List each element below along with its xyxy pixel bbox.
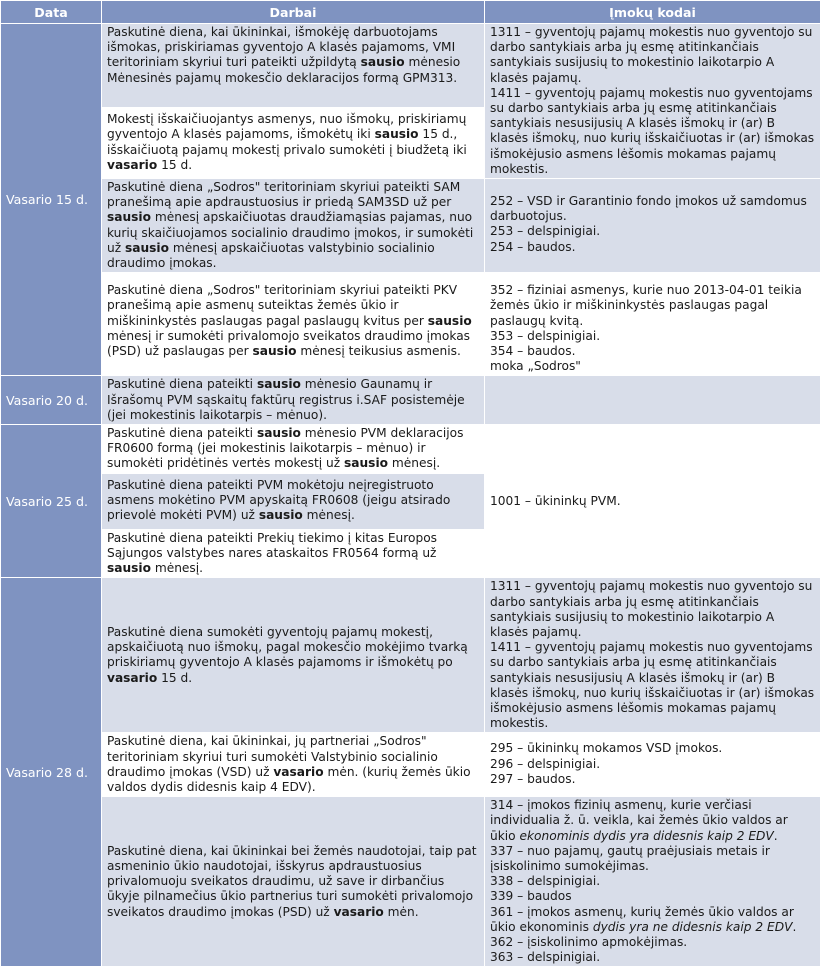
code-item: 352 – fiziniai asmenys, kurie nuo 2013-04-01 teikia žemės ūkio ir miškininkystės paslaugas pagal paslaugų kvitą. bbox=[490, 283, 815, 329]
code-item: 363 – delspinigiai. bbox=[490, 950, 815, 965]
code-item: 314 – įmokos fizinių asmenų, kurie verčiasi individualia ž. ū. veikla, kai žemės ūkio valdos ar ūkio ekonominis dydis yra didesnis kaip 2 EDV. bbox=[490, 798, 815, 844]
date-cell: Vasario 15 d. bbox=[1, 24, 102, 376]
work-cell: Paskutinė diena pateikti sausio mėnesio Gaunamų ir Išrašomų PVM sąskaitų faktūrų registrus i.SAF posistemėje (jei mokestinis laikotarpis – mėnuo). bbox=[102, 376, 485, 425]
work-cell: Paskutinė diena „Sodros" teritoriniam skyriui pateikti SAM pranešimą apie apdraustuosius ir priedą SAM3SD už per sausio mėnesį apskaičiuotas draudžiamąsias pajamas, nuo kurių skaičiuojamos socialinio draudimo įmokos, ir sumokėti už sausio mėnesį apskaičiuotas valstybinio socialinio draudimo įmokas. bbox=[102, 179, 485, 273]
code-item: moka „Sodros" bbox=[490, 359, 815, 374]
codes-cell bbox=[485, 376, 820, 425]
header-codes: Įmokų kodai bbox=[485, 1, 820, 24]
codes-cell bbox=[485, 578, 820, 733]
work-cell: Paskutinė diena, kai ūkininkai, išmokėję darbuotojams išmokas, priskiriamas gyventojo A klasės pajamoms, VMI teritoriniam skyriui turi pateikti užpildytą sausio mėnesio Mėnesinės pajamų mokesčio deklaracijos formą GPM313. bbox=[102, 24, 485, 108]
work-cell: Paskutinė diena, kai ūkininkai, jų partneriai „Sodros" teritoriniam skyriui turi sumokėti Valstybinio socialinio draudimo įmokas (VSD) už vasario mėn. (kurių žemės ūkio valdos dydis didesnis kaip 4 EDV). bbox=[102, 733, 485, 797]
codes-cell bbox=[485, 273, 820, 376]
table-row bbox=[1, 797, 820, 967]
code-item: 362 – įsiskolinimo apmokėjimas. bbox=[490, 935, 815, 950]
header-works: Darbai bbox=[102, 1, 485, 24]
table-row bbox=[1, 425, 820, 474]
code-item: 1411 – gyventojų pajamų mokestis nuo gyventojams su darbo santykiais arba jų esmę atitinkančiais santykiais nesusijusių A klasės išmokų ir (ar) B klasės išmokų, nuo kurių išskaičiuotas ir (ar) išmokas išmokėjusio asmens lėšomis mokamas pajamų mokestis. bbox=[490, 640, 815, 731]
work-cell: Paskutinė diena pateikti sausio mėnesio PVM deklaracijos FR0600 formą (jei mokestinis laikotarpis – mėnuo) ir sumokėti pridėtinės vertės mokestį už sausio mėnesį. bbox=[102, 425, 485, 474]
code-item: 296 – delspinigiai. bbox=[490, 757, 815, 772]
code-item: 295 – ūkininkų mokamos VSD įmokos. bbox=[490, 741, 815, 756]
table-row bbox=[1, 376, 820, 425]
codes-cell bbox=[485, 733, 820, 797]
codes-cell bbox=[485, 179, 820, 273]
code-item: 1001 – ūkininkų PVM. bbox=[490, 494, 815, 509]
code-item: 353 – delspinigiai. bbox=[490, 329, 815, 344]
work-cell: Paskutinė diena pateikti PVM mokėtoju neįregistruoto asmens mokėtino PVM apyskaitą FR0608 (jeigu atsirado prievolė mokėti PVM) už sausio mėnesį. bbox=[102, 473, 485, 529]
code-item: 254 – baudos. bbox=[490, 240, 815, 255]
code-item: 1411 – gyventojų pajamų mokestis nuo gyventojams su darbo santykiais arba jų esmę atitinkančiais santykiais nesusijusių A klasės išmokų ir (ar) B klasės išmokų, nuo kurių išskaičiuotas ir (ar) išmokas išmokėjusio asmens lėšomis mokamas pajamų mokestis. bbox=[490, 86, 815, 177]
codes-cell bbox=[485, 24, 820, 179]
code-item: 1311 – gyventojų pajamų mokestis nuo gyventojo su darbo santykiais arba jų esmę atitinkančiais santykiais susijusių to mokestinio laikotarpio A klasės pajamų. bbox=[490, 579, 815, 640]
codes-cell bbox=[485, 425, 820, 578]
date-cell: Vasario 28 d. bbox=[1, 578, 102, 967]
work-cell: Paskutinė diena, kai ūkininkai bei žemės naudotojai, taip pat asmeninio ūkio naudotojai, išskyrus apdraustuosius privalomuoju sveikatos draudimu, už save ir dirbančius ūkyje pilnamečius ūkio partnerius turi sumokėti privalomojo sveikatos draudimo įmokas (PSD) už vasario mėn. bbox=[102, 797, 485, 967]
code-item: 354 – baudos. bbox=[490, 344, 815, 359]
table-row bbox=[1, 733, 820, 797]
work-cell: Paskutinė diena sumokėti gyventojų pajamų mokestį, apskaičiuotą nuo išmokų, pagal mokesčio mokėjimo tvarką priskiriamų gyventojo A klasės pajamoms ir išmokėtų po vasario 15 d. bbox=[102, 578, 485, 733]
table-row bbox=[1, 179, 820, 273]
code-item: 338 – delspinigiai. bbox=[490, 874, 815, 889]
work-cell: Mokestį išskaičiuojantys asmenys, nuo išmokų, priskiriamų gyventojo A klasės pajamoms, išmokėtų iki sausio 15 d., išskaičiuotą pajamų mokestį privalo sumokėti į biudžetą iki vasario 15 d. bbox=[102, 108, 485, 179]
code-item: 253 – delspinigiai. bbox=[490, 224, 815, 239]
table-row bbox=[1, 578, 820, 733]
codes-cell bbox=[485, 797, 820, 967]
work-cell: Paskutinė diena pateikti Prekių tiekimo į kitas Europos Sąjungos valstybes nares ataskaitos FR0564 formą už sausio mėnesį. bbox=[102, 529, 485, 578]
code-item: 337 – nuo pajamų, gautų praėjusiais metais ir įsiskolinimo sumokėjimas. bbox=[490, 844, 815, 874]
code-item: 252 – VSD ir Garantinio fondo įmokos už samdomus darbuotojus. bbox=[490, 194, 815, 224]
code-item: 339 – baudos bbox=[490, 889, 815, 904]
date-cell: Vasario 25 d. bbox=[1, 425, 102, 578]
date-cell: Vasario 20 d. bbox=[1, 376, 102, 425]
code-item: 297 – baudos. bbox=[490, 772, 815, 787]
work-cell: Paskutinė diena „Sodros" teritoriniam skyriui pateikti PKV pranešimą apie asmenų suteiktas žemės ūkio ir miškininkystės paslaugas pagal paslaugų kvitus per sausio mėnesį ir sumokėti privalomojo sveikatos draudimo įmokas (PSD) už paslaugas per sausio mėnesį teikusius asmenis. bbox=[102, 273, 485, 376]
table-header-row bbox=[1, 1, 820, 24]
table-row bbox=[1, 24, 820, 108]
header-date: Data bbox=[1, 1, 102, 24]
table-row bbox=[1, 273, 820, 376]
code-item: 361 – įmokos asmenų, kurių žemės ūkio valdos ar ūkio ekonominis dydis yra ne didesnis kaip 2 EDV. bbox=[490, 905, 815, 935]
code-item: 1311 – gyventojų pajamų mokestis nuo gyventojo su darbo santykiais arba jų esmę atitinkančiais santykiais susijusių to mokestinio laikotarpio A klasės pajamų. bbox=[490, 25, 815, 86]
